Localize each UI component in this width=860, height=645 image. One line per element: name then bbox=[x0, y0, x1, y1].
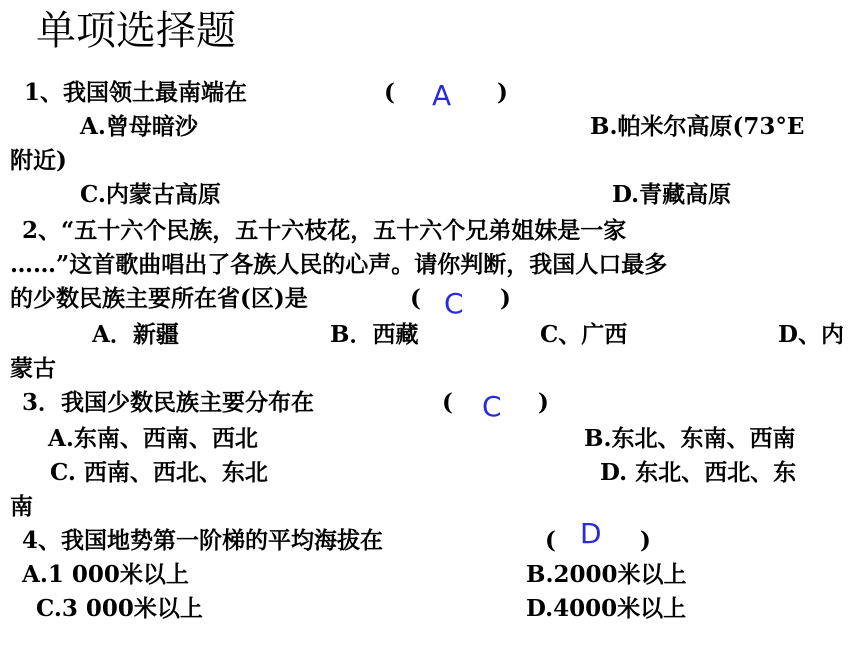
q2-paren-open: ( bbox=[410, 285, 421, 312]
q2-line-2: ……”这首歌曲唱出了各族人民的心声。请你判断，我国人口最多 bbox=[10, 251, 668, 278]
q2-option-c: C、广西 bbox=[540, 321, 628, 348]
q2-paren-close: ) bbox=[500, 285, 511, 312]
q2-option-d: D、内 bbox=[778, 321, 844, 348]
q3-option-d: D. 东北、西北、东 bbox=[600, 459, 797, 486]
q3-answer: C bbox=[482, 390, 502, 423]
page-title: 单项选择题 bbox=[36, 8, 236, 54]
q1-answer: A bbox=[432, 79, 452, 112]
q2-answer: C bbox=[444, 287, 464, 320]
q4-option-b: B.2000米以上 bbox=[526, 561, 687, 588]
q2-line-1: 2、“五十六个民族，五十六枝花，五十六个兄弟姐妹是一家 bbox=[22, 217, 627, 244]
q4-paren-close: ) bbox=[640, 527, 651, 554]
q1-option-c: C.内蒙古高原 bbox=[80, 181, 221, 208]
q1-option-d: D.青藏高原 bbox=[612, 181, 732, 208]
q3-option-a: A.东南、西南、西北 bbox=[48, 425, 258, 452]
q4-option-d: D.4000米以上 bbox=[526, 595, 687, 622]
q1-stem: 1、我国领土最南端在 bbox=[24, 79, 248, 106]
q1-paren-open: ( bbox=[384, 79, 395, 106]
q2-line-3: 的少数民族主要所在省(区)是 bbox=[10, 285, 308, 312]
q3-option-d-cont: 南 bbox=[10, 493, 33, 520]
q2-option-a: A．新疆 bbox=[92, 321, 179, 348]
q4-stem: 4、我国地势第一阶梯的平均海拔在 bbox=[22, 527, 384, 554]
q3-option-c: C. 西南、西北、东北 bbox=[50, 459, 268, 486]
q3-paren-open: ( bbox=[442, 389, 453, 416]
q1-option-b: B.帕米尔高原(73°E bbox=[590, 113, 805, 140]
q4-paren-open: ( bbox=[545, 527, 556, 554]
q4-option-a: A.1 000米以上 bbox=[22, 561, 189, 588]
q2-option-b: B．西藏 bbox=[330, 321, 419, 348]
q1-option-a: A.曾母暗沙 bbox=[80, 113, 198, 140]
q1-paren-close: ) bbox=[497, 79, 508, 106]
q1-option-b-cont: 附近) bbox=[10, 147, 67, 174]
q2-option-d-cont: 蒙古 bbox=[10, 355, 56, 382]
q4-option-c: C.3 000米以上 bbox=[36, 595, 203, 622]
q4-answer: D bbox=[580, 517, 602, 550]
q3-stem: 3．我国少数民族主要分布在 bbox=[22, 389, 315, 416]
q3-option-b: B.东北、东南、西南 bbox=[584, 425, 796, 452]
q3-paren-close: ) bbox=[538, 389, 549, 416]
